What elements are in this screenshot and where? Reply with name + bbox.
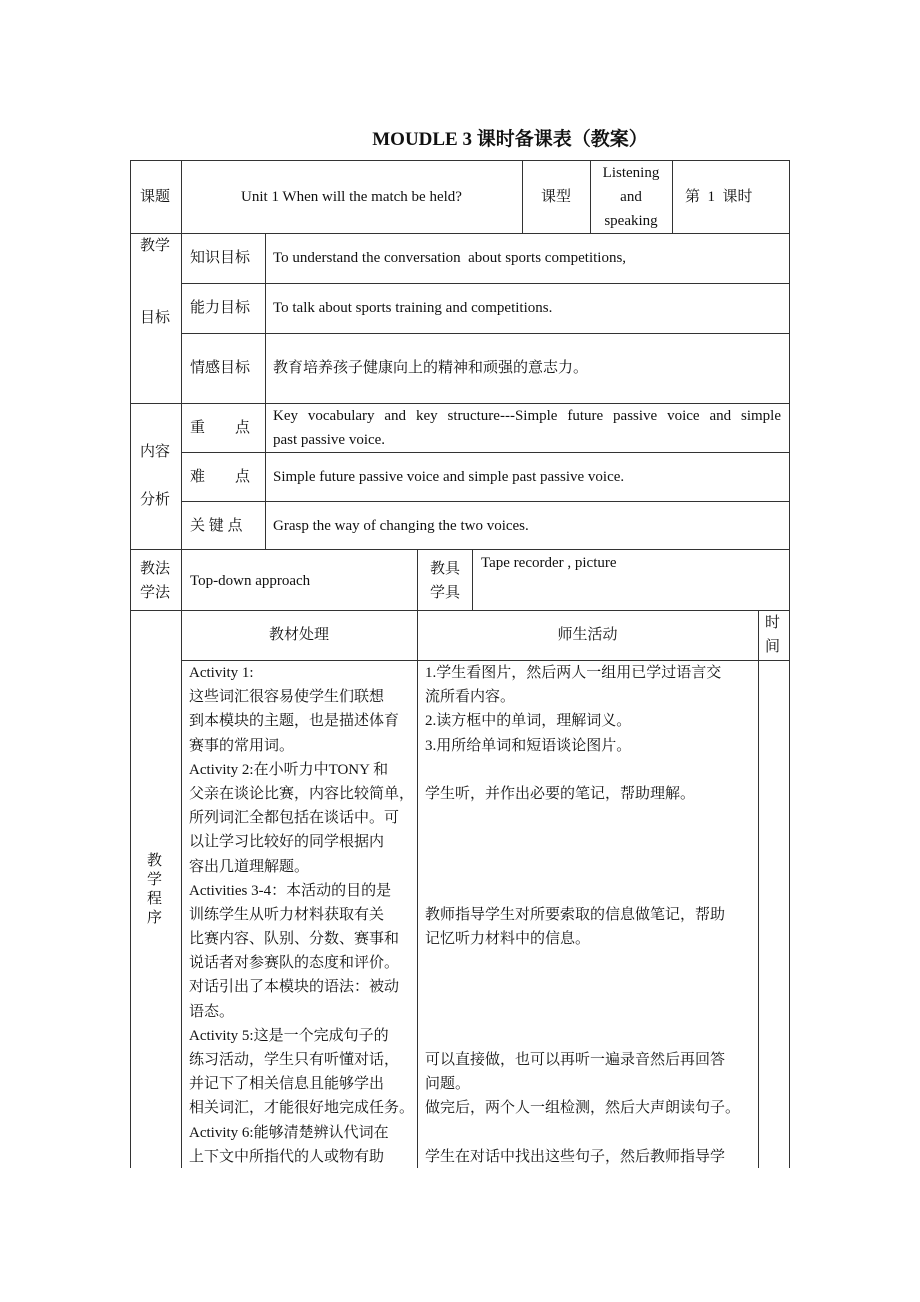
text-line: Activity 2:在小听力中TONY 和 (189, 761, 389, 778)
analysis-label: 内容 (140, 444, 171, 460)
objective-label: 知识目标 (190, 250, 251, 266)
text-line: 上下文中所指代的人或物有助 (189, 1148, 385, 1165)
text-line: 1.学生看图片，然后两人一组用已学过语言交 (425, 665, 722, 681)
topic-label: 课题 (140, 189, 171, 205)
table-border (181, 283, 790, 284)
text-line: 记忆听力材料中的信息。 (425, 931, 591, 948)
text-line (425, 879, 740, 903)
table-border (522, 160, 523, 233)
topic-value: Unit 1 When will the match be held? (241, 189, 462, 205)
text-line: 相关词汇，才能很好地完成任务。 (189, 1100, 415, 1117)
table-border (181, 333, 790, 334)
text-line: 可以直接做，也可以再听一遍录音然后再回答 (425, 1052, 726, 1068)
text-line: Activity 6:能够清楚辨认代词在 (189, 1124, 389, 1141)
text-line: 所列词汇全都包括在谈话中。可 (189, 810, 400, 827)
table-border (130, 610, 790, 611)
objective-text: To understand the conversation about sports competitions, (273, 250, 627, 266)
text-line: 训练学生从听力材料获取有关 (189, 906, 385, 923)
text-line (425, 1121, 740, 1145)
table-border (181, 160, 182, 1168)
text-line: 说话者对参赛队的态度和评价。 (189, 955, 400, 972)
objective-label: 能力目标 (190, 300, 251, 316)
text-line: 赛事的常用词。 (189, 737, 295, 754)
table-border (758, 610, 759, 1168)
activities-column (425, 661, 740, 1169)
text-line: 父亲在谈论比赛，内容比较简单， (189, 785, 415, 802)
objective-label: 情感目标 (190, 360, 251, 376)
text-line (425, 951, 740, 975)
type-line: speaking (604, 213, 658, 229)
tools-text: Tape recorder , picture (481, 555, 617, 571)
table-border (472, 549, 473, 610)
type-line: and (620, 189, 642, 205)
table-border (130, 160, 131, 1168)
text-line (425, 1000, 740, 1024)
tools-label: 学具 (430, 585, 461, 601)
text-line: 容出几道理解题。 (189, 858, 310, 875)
text-line: 教师指导学生对所要索取的信息做笔记，帮助 (425, 906, 726, 923)
text-line (425, 975, 740, 999)
text-line: 2.读方框中的单词，理解词义。 (425, 713, 632, 730)
type-line: Listening (602, 165, 660, 181)
column-header-materials: 教材处理 (268, 627, 329, 643)
text-line: 到本模块的主题，也是描述体育 (189, 713, 400, 730)
table-border (672, 160, 673, 233)
page-title: MOUDLE 3 课时备课表（教案） (372, 129, 648, 150)
procedure-label: 教学程序 (147, 853, 163, 926)
text-line (425, 1024, 740, 1048)
objectives-label: 教学 (140, 238, 171, 254)
text-line: 问题。 (425, 1076, 471, 1093)
text-line: 以让学习比较好的同学根据内 (189, 834, 385, 851)
column-header-activities: 师生活动 (557, 627, 618, 643)
text-line: 3.用所给单词和短语谈论图片。 (425, 737, 632, 754)
methods-label: 教法 (140, 561, 171, 577)
text-line (425, 806, 740, 830)
objectives-label: 目标 (140, 310, 171, 326)
column-header-time: 时间 (765, 615, 781, 655)
analysis-text: Simple future passive voice and simple past passive voice. (273, 469, 625, 485)
analysis-row-label: 重 点 (190, 420, 251, 436)
table-border (130, 233, 790, 234)
text-line: 对话引出了本模块的语法：被动 (189, 979, 400, 996)
methods-text: Top-down approach (190, 573, 311, 589)
analysis-label: 分析 (140, 492, 171, 508)
text-line: Activity 1: (189, 665, 254, 681)
text-line: 这些词汇很容易使学生们联想 (189, 689, 385, 706)
text-line: 做完后，两个人一组检测，然后大声朗读句子。 (425, 1100, 741, 1117)
analysis-row-label: 关 键 点 (190, 518, 243, 534)
table-border (181, 452, 790, 453)
analysis-text: past passive voice. (273, 432, 386, 448)
analysis-row-label: 难 点 (190, 469, 251, 485)
text-line: 并记下了相关信息且能够学出 (189, 1076, 385, 1093)
type-label: 课型 (541, 189, 572, 205)
analysis-text: Grasp the way of changing the two voices. (273, 518, 529, 534)
text-line: Activity 5:这是一个完成句子的 (189, 1027, 389, 1044)
text-line: 学生在对话中找出这些句子，然后教师指导学 (425, 1148, 726, 1165)
text-line: 学生听，并作出必要的笔记，帮助理解。 (425, 785, 696, 802)
objective-text: 教育培养孩子健康向上的精神和顽强的意志力。 (273, 360, 589, 376)
methods-label: 学法 (140, 585, 171, 601)
table-border (789, 160, 790, 1168)
text-line (425, 855, 740, 879)
text-line: 流所看内容。 (425, 689, 516, 706)
table-border (130, 160, 790, 161)
table-border (181, 501, 790, 502)
text-line (425, 830, 740, 854)
text-line: 练习活动，学生只有听懂对话， (189, 1052, 400, 1068)
table-border (265, 233, 266, 549)
analysis-text: Key vocabulary and key structure---Simple future passive voice and simple (273, 408, 781, 424)
text-line: Activities 3-4：本活动的目的是 (189, 882, 392, 899)
tools-label: 教具 (430, 561, 461, 577)
text-line: 语态。 (189, 1003, 235, 1020)
materials-column (189, 661, 414, 1169)
table-border (130, 549, 790, 550)
period-value: 第 1 课时 (685, 189, 753, 205)
text-line: 比赛内容、队别、分数、赛事和 (189, 931, 400, 948)
text-line (425, 758, 740, 782)
objective-text: To talk about sports training and competitions. (273, 300, 553, 316)
